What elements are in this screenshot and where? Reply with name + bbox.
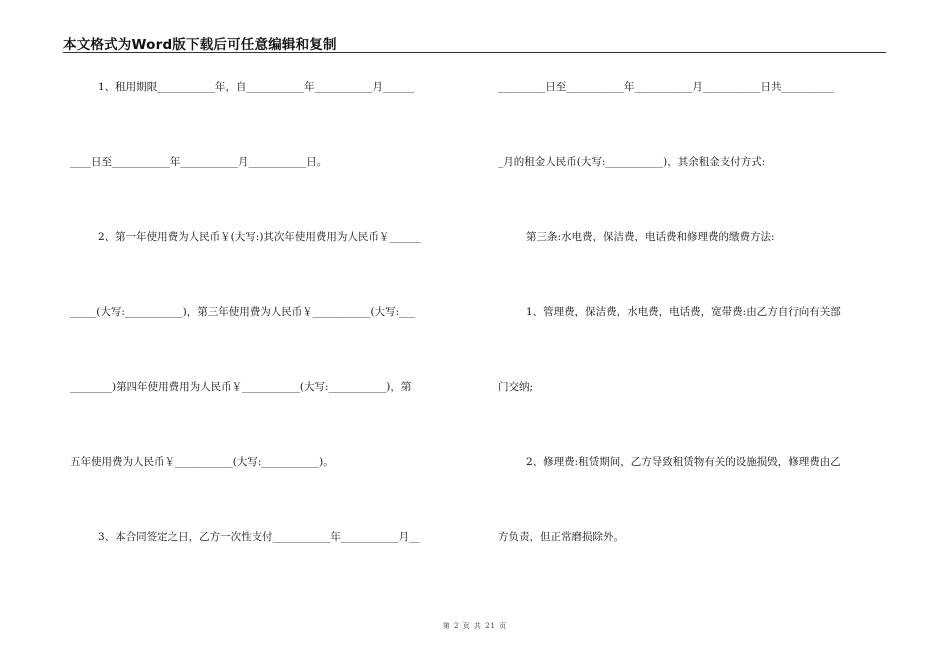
text-line: 1、管理费，保洁费，水电费，电话费，宽带费:由乙方自行向有关部	[526, 306, 841, 318]
text-line: _月的租金人民币(大写:___________)，其余租金支付方式:	[498, 156, 766, 168]
text-line: _________日至___________年___________月___________日共__________	[498, 81, 834, 93]
page-number-footer: 第 2 页 共 21 页	[442, 622, 508, 630]
text-line: 五年使用费为人民币￥___________(大写:___________)。	[70, 456, 334, 468]
text-line: 3、本合同签定之日，乙方一次性支付___________年___________月__	[98, 531, 420, 543]
text-line: 2、修理费:租赁期间，乙方导致租赁物有关的设施损毁，修理费由乙	[526, 456, 841, 468]
text-line: 2、第一年使用费为人民币￥(大写:)其次年使用费用为人民币￥______	[98, 231, 421, 243]
text-line: ________)第四年使用费用为人民币￥___________(大写:___________)，第	[70, 381, 412, 393]
text-line: 1、租用期限___________年，自___________年___________月______	[98, 81, 415, 93]
text-line: ____日至___________年___________月___________日。	[70, 156, 328, 168]
text-line: _____(大写:___________)，第三年使用费为人民币￥___________(大写:___	[70, 306, 415, 318]
text-line: 方负责，但正常磨损除外。	[498, 531, 624, 543]
header-divider	[63, 52, 886, 53]
text-line: 第三条:水电费，保洁费，电话费和修理费的缴费方法:	[526, 231, 775, 243]
text-line: 门交纳;	[498, 381, 534, 393]
header-title: 本文格式为Word版下载后可任意编辑和复制	[63, 37, 337, 53]
